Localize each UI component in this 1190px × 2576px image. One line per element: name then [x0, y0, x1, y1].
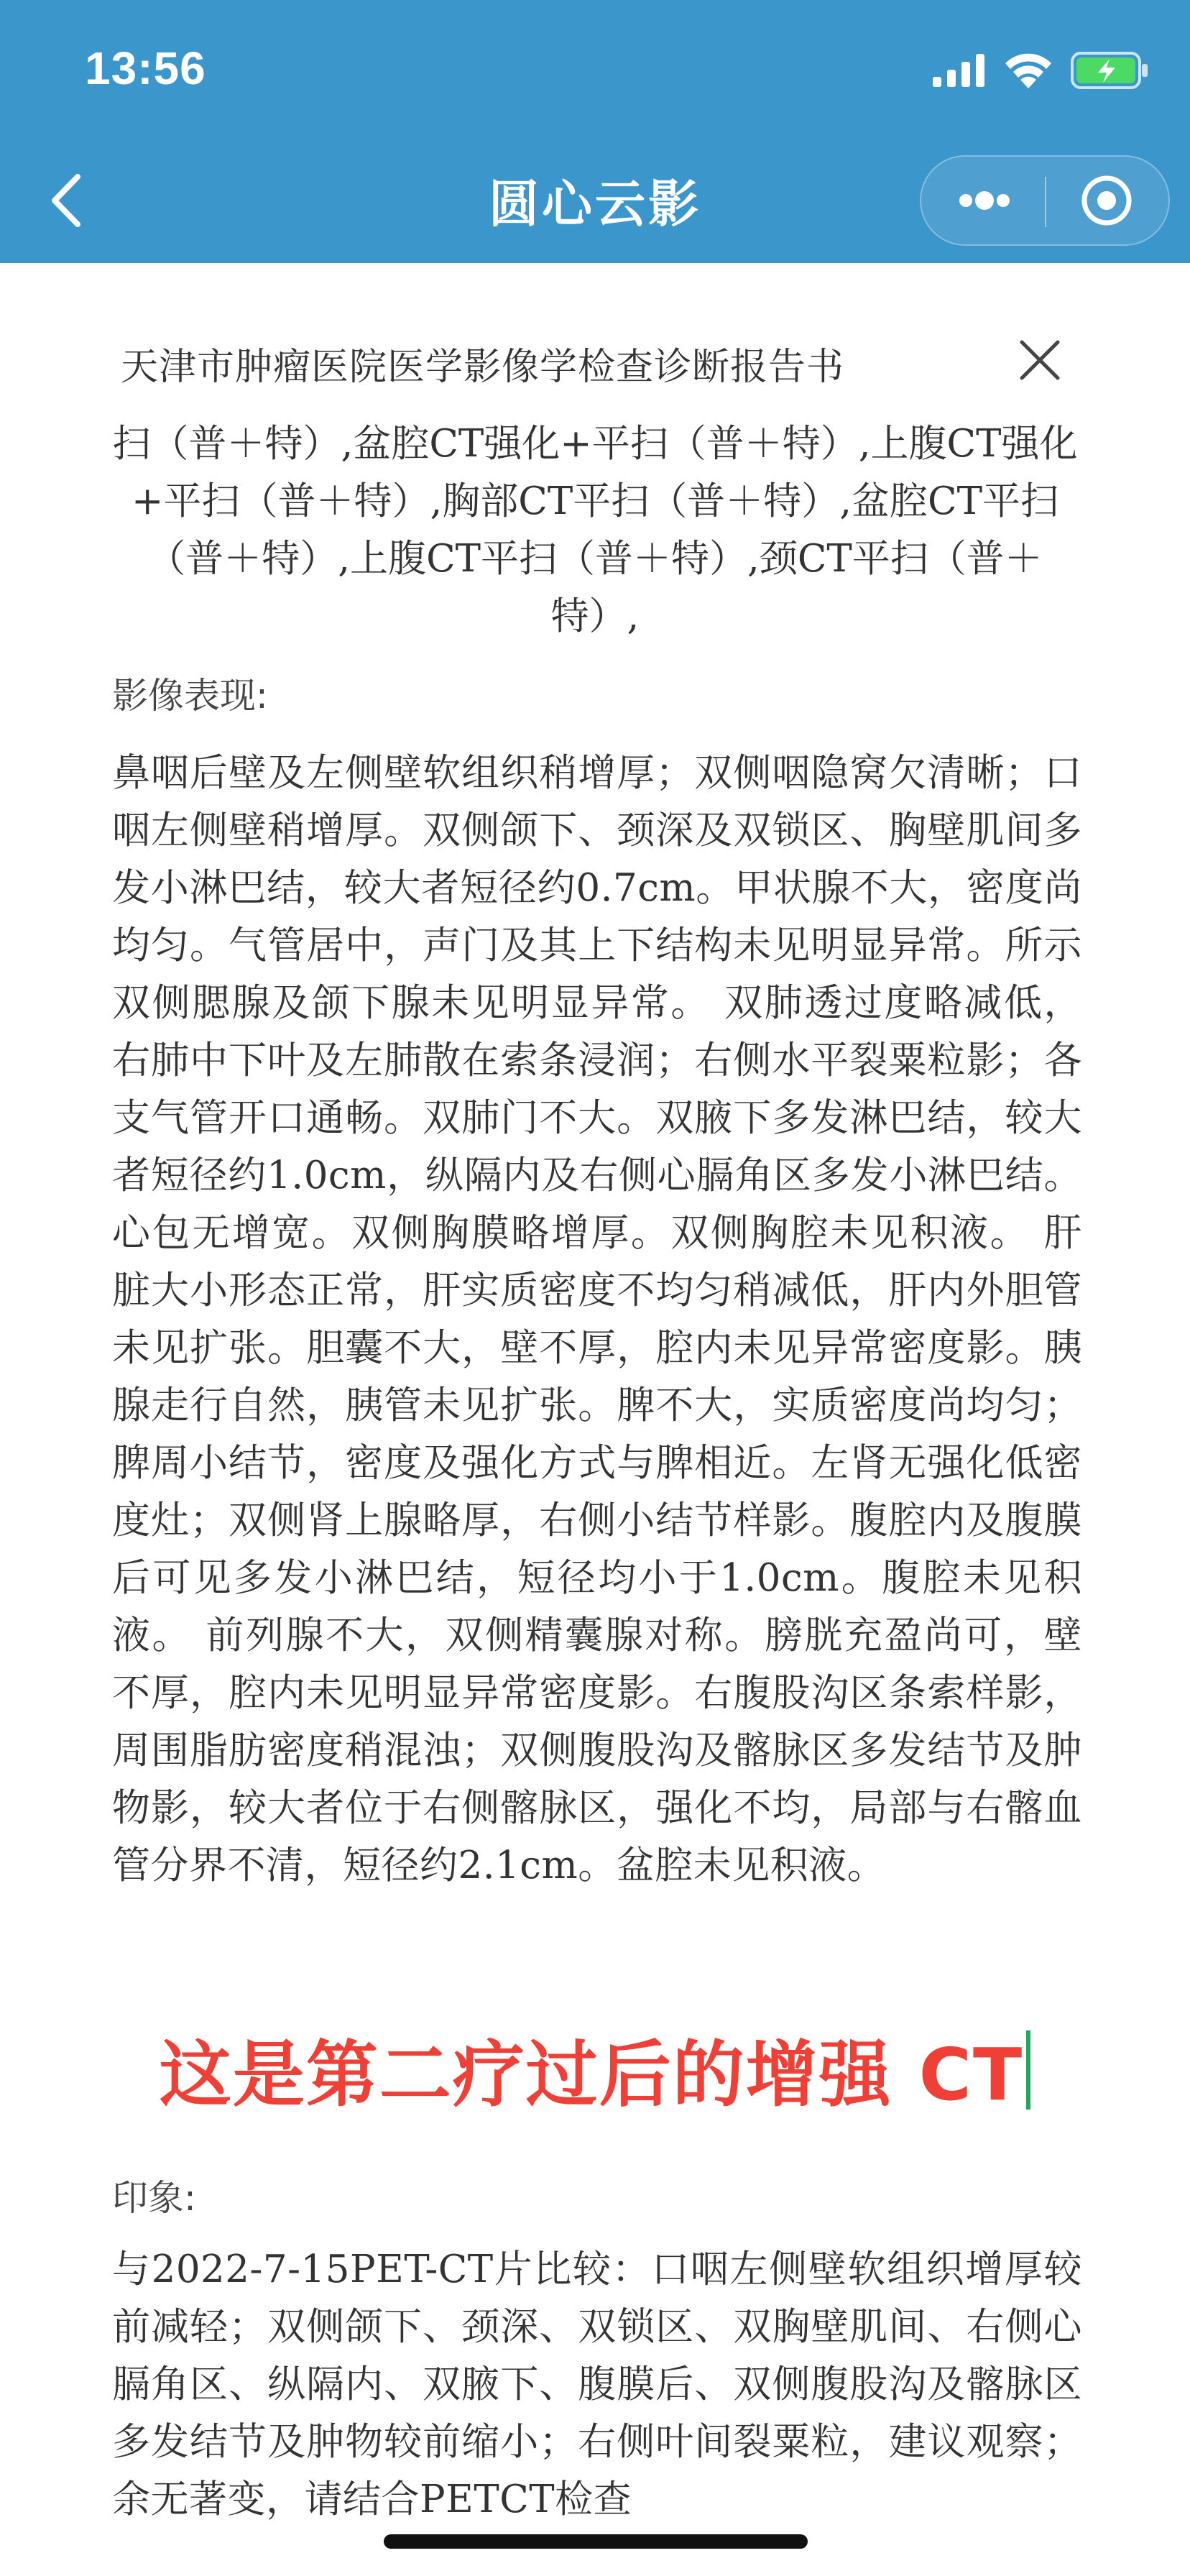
battery-charging-icon	[1071, 52, 1150, 89]
target-circle-icon	[1046, 157, 1170, 244]
exam-items: 扫（普＋特）,盆腔CT强化+平扫（普＋特）,上腹CT强化+平扫（普＋特）,胸部CT平扫（普＋特）,盆腔CT平扫（普＋特）,上腹CT平扫（普＋特）,颈CT平扫（普＋特）,	[112, 422, 1078, 638]
wifi-icon	[1005, 52, 1052, 88]
impression-label: 印象:	[112, 2177, 196, 2219]
app-header	[0, 0, 1190, 263]
cellular-signal-icon	[933, 54, 986, 87]
findings-text: 鼻咽后壁及左侧壁软组织稍增厚；双侧咽隐窝欠清晰；口咽左侧壁稍增厚。双侧颌下、颈深及双锁区、胸壁肌间多发小淋巴结，较大者短径约0.7cm。甲状腺不大，密度尚均匀。气管居中，声门及其上下结构未见明显异常。所示双侧腮腺及颌下腺未见明显异常。 双肺透过度略减低，右肺中下叶及左肺散在索条浸润；右侧水平裂粟粒影；各支气管开口通畅。双肺门不大。双腋下多发淋巴结，较大者短径约1.0cm，纵隔内及右侧心膈角区多发小淋巴结。心包无增宽。双侧胸膜略增厚。双侧胸腔未见积液。 肝脏大小形态正常，肝实质密度不均匀稍减低，肝内外胆管未见扩张。胆囊不大，壁不厚，腔内未见异常密度影。胰腺走行自然，胰管未见扩张。脾不大，实质密度尚均匀；脾周小结节，密度及强化方式与脾相近。左肾无强化低密度灶；双侧肾上腺略厚，右侧小结节样影。腹腔内及腹膜后可见多发小淋巴结，短径均小于1.0cm。腹腔未见积液。 前列腺不大，双侧精囊腺对称。膀胱充盈尚可，壁不厚，腔内未见明显异常密度影。右腹股沟区条索样影，周围脂肪密度稍混浊；双侧腹股沟及髂脉区多发结节及肿物影，较大者位于右侧髂脉区，强化不均，局部与右髂血管分界不清，短径约2.1cm。盆腔未见积液。	[112, 751, 1082, 1887]
status-icons	[933, 47, 1150, 93]
impression-text: 与2022-7-15PET-CT片比较：口咽左侧壁软组织增厚较前减轻；双侧颌下、颈深、双锁区、双胸壁肌间、右侧心膈角区、纵隔内、双腋下、腹膜后、双侧腹股沟及髂脉区多发结节及肿物较前缩小；右侧叶间裂粟粒，建议观察；余无著变，请结合PETCT检查	[112, 2248, 1082, 2521]
close-report-button[interactable]	[1016, 336, 1064, 384]
more-button[interactable]	[921, 157, 1045, 244]
annotation-text[interactable]	[0, 2017, 1190, 2120]
text-cursor	[1026, 2030, 1030, 2110]
close-miniprogram-button[interactable]	[1046, 157, 1170, 244]
close-x-icon	[1022, 342, 1058, 378]
page-title: 圆心云影	[489, 175, 701, 234]
status-time: 13:56	[85, 42, 206, 94]
home-indicator[interactable]	[384, 2534, 808, 2549]
report-title: 天津市肿瘤医院医学影像学检查诊断报告书	[121, 346, 845, 389]
miniprogram-capsule	[920, 155, 1170, 246]
findings-label: 影像表现:	[112, 675, 268, 717]
more-dots-icon	[921, 157, 1045, 244]
annotation-label: 这是第二疗过后的增强 CT	[159, 2033, 1024, 2117]
